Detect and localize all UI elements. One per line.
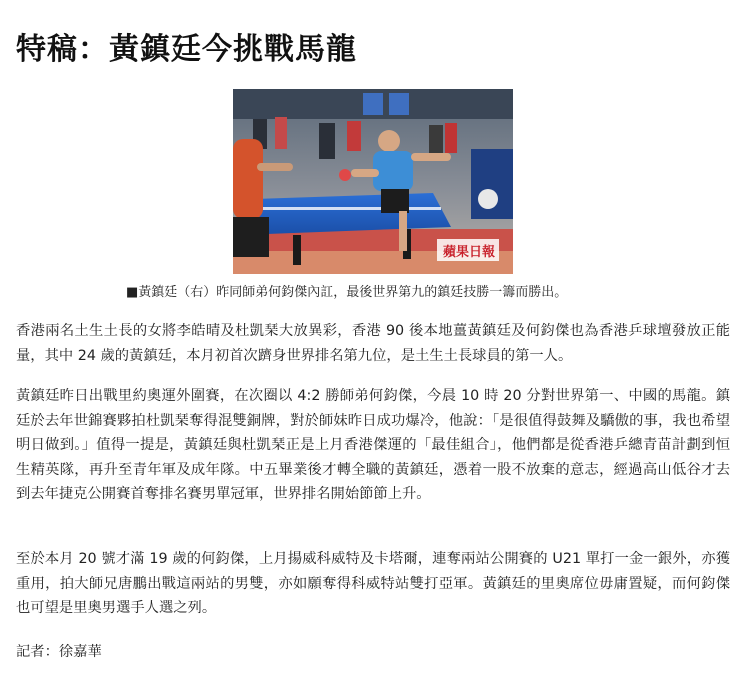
headline: 特稿：黃鎮廷今挑戰馬龍: [16, 32, 357, 67]
photo-watermark: 蘋果日報: [443, 245, 496, 260]
paragraph-3: 至於本月 20 號才滿 19 歲的何鈞傑，上月揚威科威特及卡塔爾，連奪兩站公開賽的 U21 單打一金一銀外，亦獲重用，拍大師兄唐鵬出戰這兩站的男雙，亦如願奪得科威特站雙打亞軍。黃鎮廷的里奧席位毋庸置疑，而何鈞傑也可望是里奧男選手人選之列。: [16, 551, 730, 616]
reporter-byline: 記者：徐嘉華: [16, 644, 102, 660]
news-photo: [233, 89, 513, 274]
photo-caption: ■黃鎮廷（右）昨同師弟何鈞傑內訌，最後世界第九的鎮廷技勝一籌而勝出。: [126, 285, 568, 300]
paragraph-1: 香港兩名土生土長的女將李皓晴及杜凱琹大放異彩，香港 90 後本地薑黃鎮廷及何鈞傑也為香港乒球壇發放正能量，其中 24 歲的黃鎮廷，本月初首次躋身世界排名第九位，是土生土長球員的第一人。: [16, 323, 730, 364]
paragraph-2: 黃鎮廷昨日出戰里約奧運外圍賽，在次圈以 4:2 勝師弟何鈞傑，今晨 10 時 20 分對世界第一、中國的馬龍。鎮廷於去年世錦賽夥拍杜凱琹奪得混雙銅牌，對於師妹昨日成功爆冷，他說：「是很值得鼓舞及驕傲的事，我也希望明日做到。」值得一提是，黃鎮廷與杜凱琹正是上月香港傑運的「最佳組合」，他們都是從香港乒總青苗計劃到恒生精英隊，再升至青年軍及成年隊。中五畢業後才轉全職的黃鎮廷，憑着一股不放棄的意志，經過高山低谷才去到去年捷克公開賽首奪排名賽男單冠軍，世界排名開始節節上升。: [16, 388, 730, 502]
